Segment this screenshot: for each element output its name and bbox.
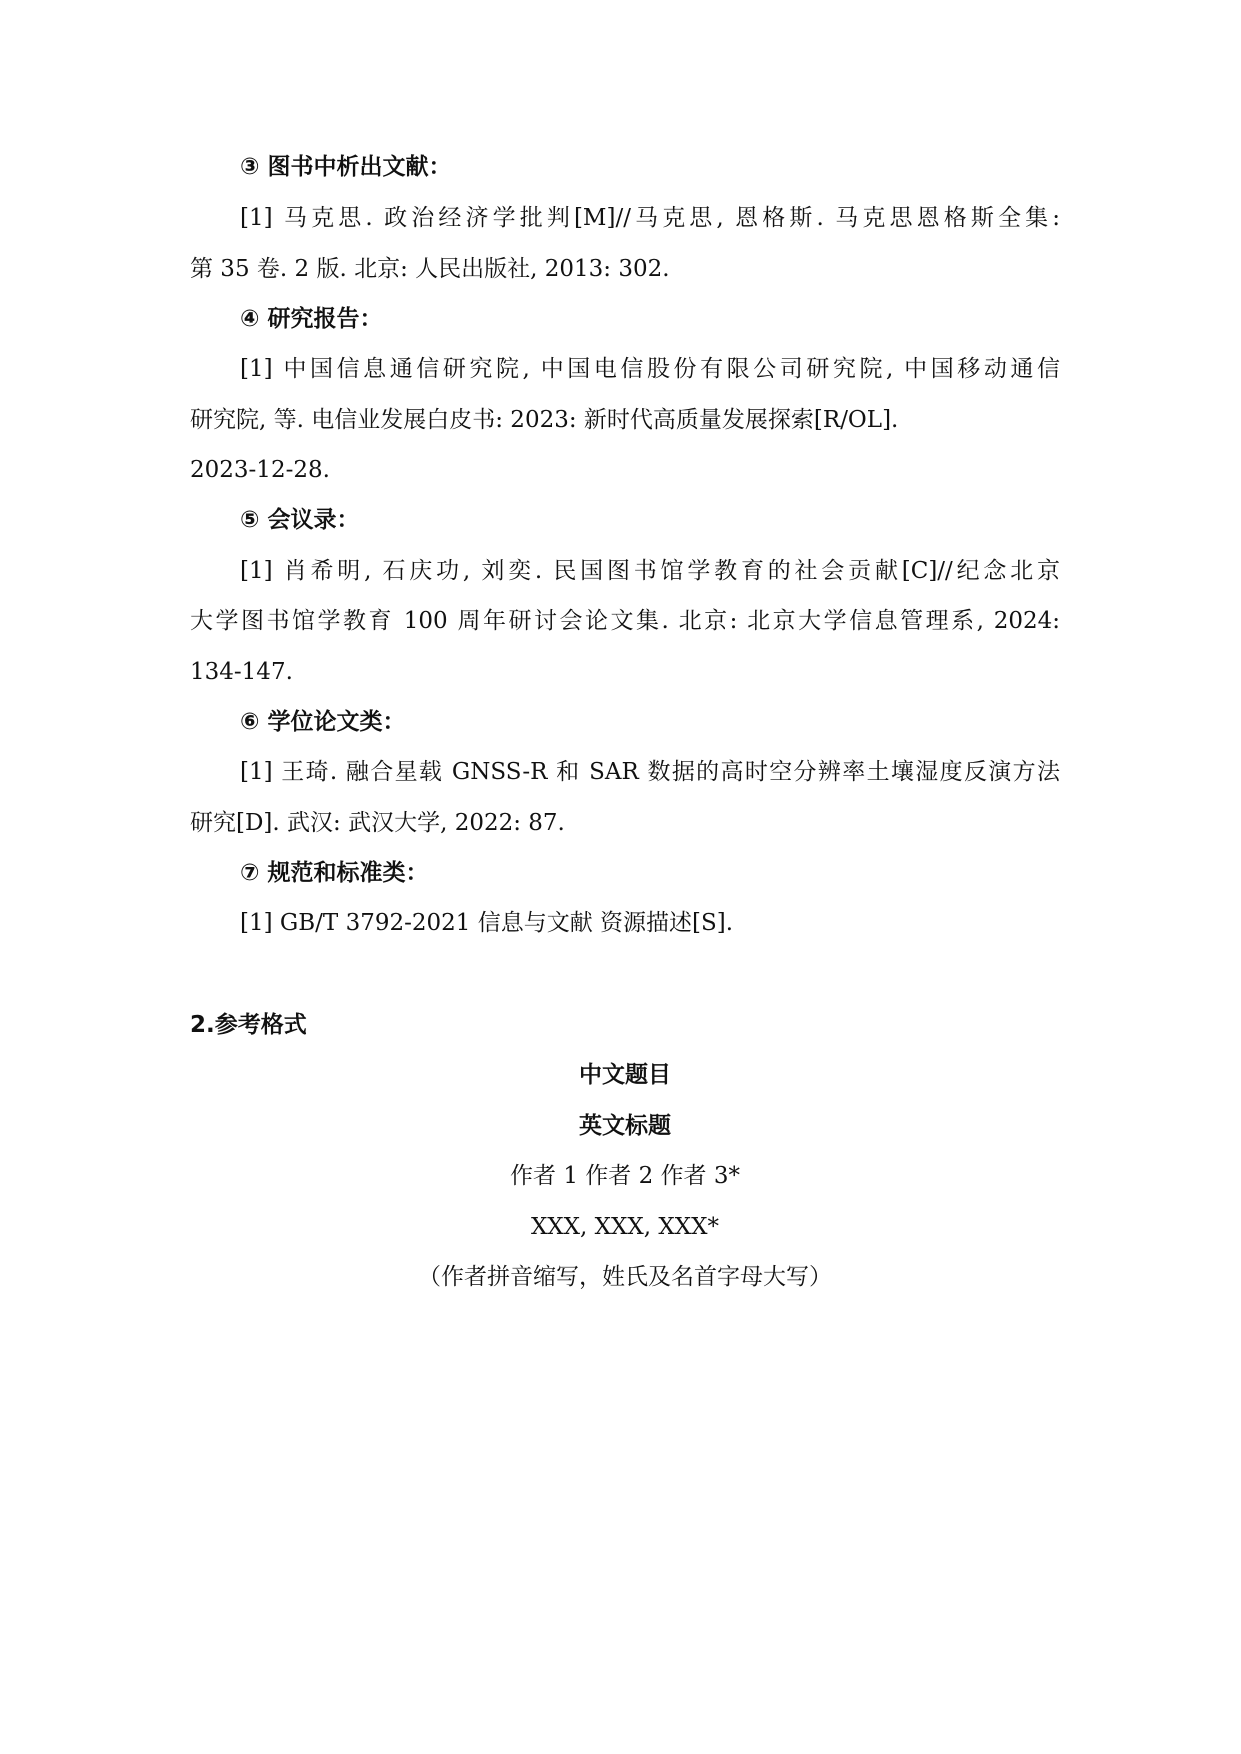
reference-line: [1] GB/T 3792-2021 信息与文献 资源描述[S]. [240,910,734,936]
authors-pinyin: XXX, XXX, XXX* [530,1214,720,1240]
heading-report: ④ 研究报告： [240,306,383,332]
reference-line: 研究[D]. 武汉: 武汉大学, 2022: 87. [190,810,565,836]
reference-line: 研究院, 等. 电信业发展白皮书: 2023: 新时代高质量发展探索[R/OL]. [190,407,899,433]
authors: 作者 1 作者 2 作者 3* [510,1163,740,1189]
reference-line: [1] 肖希明, 石庆功, 刘奕. 民国图书馆学教育的社会贡献[C]//纪念北京 [240,558,1060,584]
reference-line: [1] 马克思. 政治经济学批判[M]//马克思, 恩格斯. 马克思恩格斯全集: [240,205,1060,231]
heading-proceedings: ⑤ 会议录： [240,507,360,533]
reference-line: 2023-12-28. [190,457,330,483]
reference-line: [1] 中国信息通信研究院, 中国电信股份有限公司研究院, 中国移动通信 [240,356,1060,382]
english-title: 英文标题 [579,1113,671,1139]
heading-standard: ⑦ 规范和标准类： [240,860,429,886]
heading-thesis: ⑥ 学位论文类： [240,709,406,735]
reference-line: 第 35 卷. 2 版. 北京: 人民出版社, 2013: 302. [190,256,670,282]
authors-note: （作者拼音缩写，姓氏及名首字母大写） [418,1264,832,1290]
reference-line: 大学图书馆学教育 100 周年研讨会论文集. 北京: 北京大学信息管理系, 2024: [190,608,1060,634]
reference-line: 134-147. [190,659,293,685]
chinese-title: 中文题目 [579,1062,671,1088]
section-heading-format: 2.参考格式 [190,1012,307,1038]
reference-line: [1] 王琦. 融合星载 GNSS-R 和 SAR 数据的高时空分辨率土壤湿度反演方法 [240,759,1060,785]
heading-book-analytic: ③ 图书中析出文献： [240,154,452,180]
